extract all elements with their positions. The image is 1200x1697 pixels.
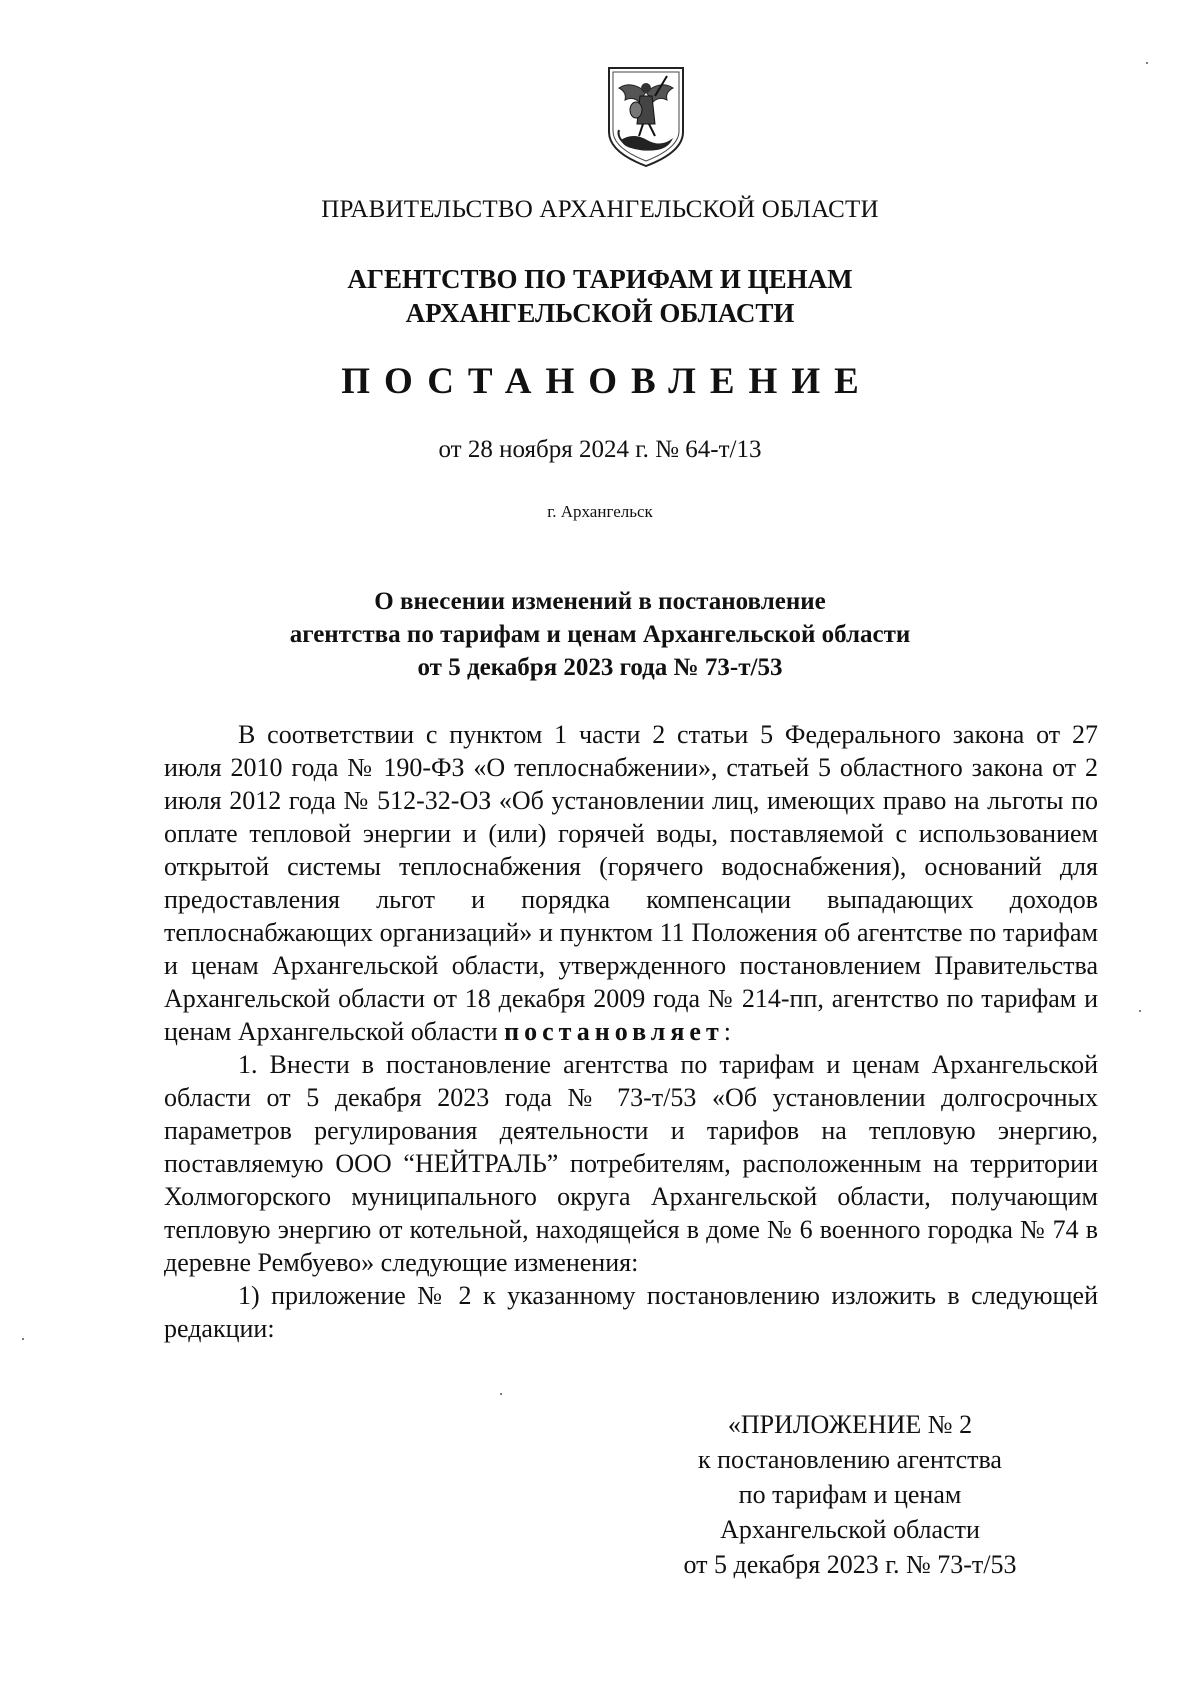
annex-line2: к постановлению агентства [698,1445,1002,1474]
document-city: г. Архангельск [547,502,653,521]
agency-heading-line1: АГЕНТСТВО ПО ТАРИФАМ И ЦЕНАМ [347,264,853,294]
annex-heading [660,1407,1040,1582]
document-body [164,718,1098,1345]
scan-speck [1139,1010,1141,1012]
government-heading: ПРАВИТЕЛЬСТВО АРХАНГЕЛЬСКОЙ ОБЛАСТИ [321,196,879,223]
agency-heading-line2: АРХАНГЕЛЬСКОЙ ОБЛАСТИ [405,298,795,328]
scan-speck [500,1393,502,1395]
subitem-1-paragraph: 1) приложение № 2 к указанному постановлению изложить в следующей редакции: [164,1281,1098,1343]
annex-line3: по тарифам и ценам [738,1480,962,1509]
annex-line4: Архангельской области [720,1515,980,1544]
subject-title-line2: агентства по тарифам и ценам Архангельской области [289,621,911,648]
document-type-title: ПОСТАНОВЛЕНИЕ [341,361,873,402]
annex-line1: «ПРИЛОЖЕНИЕ № 2 [727,1410,973,1439]
decree-word: постановляет [504,1017,724,1046]
subject-title-line1: О внесении изменений в постановление [374,588,826,615]
agency-heading [0,262,1200,330]
scan-speck [22,1338,24,1340]
document-date-number: от 28 ноября 2024 г. № 64-т/13 [438,436,762,463]
subject-title-line3: от 5 декабря 2023 года № 73-т/53 [417,654,783,681]
decree-colon: : [723,1017,731,1046]
annex-line5: от 5 декабря 2023 г. № 73-т/53 [683,1550,1017,1579]
preamble-text: В соответствии с пунктом 1 части 2 статьи 5 Федерального закона от 27 июля 2010 года № 190-ФЗ «О теплоснабжении», статьей 5 областного закона от 2 июля 2012 года № 512-32-ОЗ «Об установлении лиц, имеющих право на льготы по оплате тепловой энергии и (или) горячей воды, поставляемой с использованием открытой системы теплоснабжения (горячего водоснабжения), оснований для предоставления льгот и порядка компенсации выпадающих доходов теплоснабжающих организаций» и пунктом 11 Положения об агентстве по тарифам и ценам Архангельской области, утвержденного постановлением Правительства Архангельской области от 18 декабря 2009 года № 214-пп, агентство по тарифам и ценам Архангельской области [164,720,1098,1046]
scan-speck [1146,62,1148,64]
document-subject-title [0,585,1200,684]
item-1-paragraph: 1. Внести в постановление агентства по тарифам и ценам Архангельской области от 5 декабря 2023 года № 73-т/53 «Об установлении долгосрочных параметров регулирования деятельности и тарифов на тепловую энергию, поставляемую ООО “НЕЙТРАЛЬ” потребителям, расположенным на территории Холмогорского муниципального округа Архангельской области, получающим тепловую энергию от котельной, находящейся в доме № 6 военного городка № 74 в деревне Рембуево» следующие изменения: [164,1050,1098,1277]
preamble-paragraph [164,718,1098,1048]
coat-of-arms-archangel-icon [603,62,689,170]
